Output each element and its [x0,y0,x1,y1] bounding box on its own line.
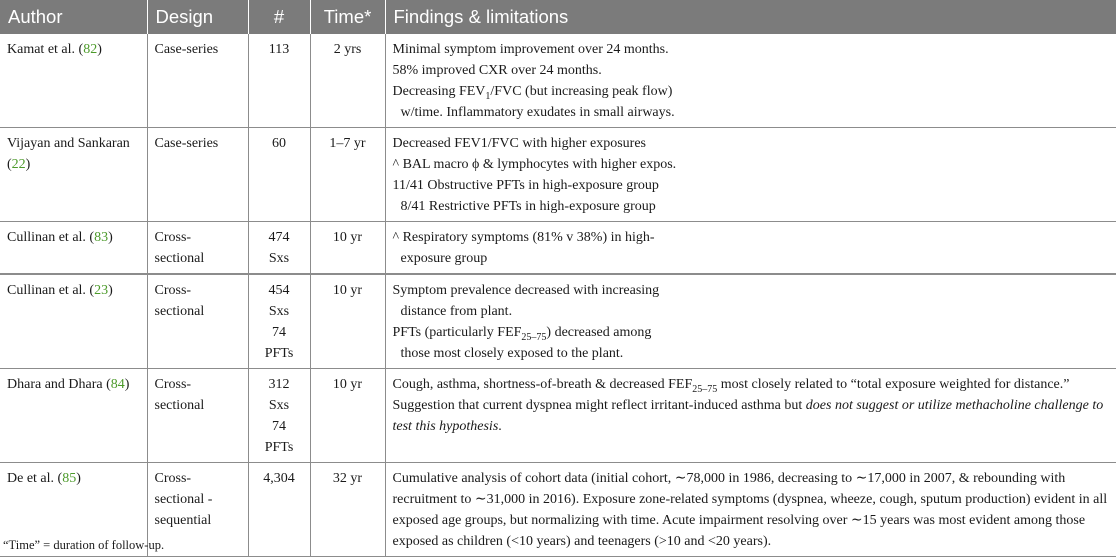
time-cell: 1–7 yr [310,128,385,222]
author-cell: Cullinan et al. (83) [0,222,147,275]
design-cell: Cross- sectional - sequential [147,463,248,557]
time-cell: 10 yr [310,369,385,463]
author-cell: Vijayan and Sankaran (22) [0,128,147,222]
findings-cell: Decreased FEV1/FVC with higher exposures ^ BAL macro ϕ & lymphocytes with higher expos. 11/41 Obstructive PFTs in high-exposure group 8/41 Restrictive PFTs in high-exposure group [385,128,1116,222]
table-row [0,128,1116,222]
reference-link[interactable]: 82 [83,42,98,57]
time-cell: 10 yr [310,274,385,369]
findings-cell: Minimal symptom improvement over 24 months. 58% improved CXR over 24 months. Decreasing $FEV_1$/FVC (but increasing peak flow) w/time. Inflammatory exudates in small airways. [385,34,1116,128]
table-row [0,222,1116,275]
author-cell: De et al. (85) [0,463,147,557]
number-cell: 454 Sxs 74 PFTs [248,274,310,369]
header-author: Author [0,0,147,34]
table-row [0,463,1116,557]
author-cell: Cullinan et al. (23) [0,274,147,369]
reference-link[interactable]: 83 [94,230,109,245]
number-cell: 4,304 [248,463,310,557]
header-findings: Findings & limitations [385,0,1116,34]
findings-cell: Cough, asthma, shortness-of-breath & decreased $FEF_{25-75}$ most closely related to “total exposure weighted for distance.” Suggestion that current dyspnea might reflect irritant-induced asthma but does not suggest or utilize methacholine challenge to test this hypothesis. [385,369,1116,463]
findings-cell: Symptom prevalence decreased with increasing distance from plant. PFTs (particularly $FEF_{25-75}$) decreased among those most closely exposed to the plant. [385,274,1116,369]
table-row [0,34,1116,128]
number-cell: 113 [248,34,310,128]
design-cell: Cross- sectional [147,274,248,369]
design-cell: Cross- sectional [147,369,248,463]
design-cell: Case-series [147,128,248,222]
design-cell: Case-series [147,34,248,128]
header-number: # [248,0,310,34]
header-time: Time* [310,0,385,34]
design-cell: Cross- sectional [147,222,248,275]
time-cell: 10 yr [310,222,385,275]
reference-link[interactable]: 22 [11,157,26,172]
number-cell: 312 Sxs 74 PFTs [248,369,310,463]
time-cell: 2 yrs [310,34,385,128]
reference-link[interactable]: 85 [62,471,77,486]
findings-cell: ^ Respiratory symptoms (81% v 38%) in high- exposure group [385,222,1116,275]
table-row [0,274,1116,369]
reference-link[interactable]: 23 [94,283,109,298]
header-design: Design [147,0,248,34]
number-cell: 474 Sxs [248,222,310,275]
table-footnote: “Time” = duration of follow-up. [3,538,165,552]
table-header-row [0,0,1116,34]
number-cell: 60 [248,128,310,222]
findings-cell: Cumulative analysis of cohort data (initial cohort, ∼78,000 in 1986, decreasing to ∼17,000 in 2007, & rebounding with recruitment to ∼31,000 in 2016). Exposure zone-related symptoms (dyspnea, wheeze, cough, sputum production) evident in all exposed age groups, but normalizing with time. Acute impairment resolving over ∼15 years was most evident among those exposed as children (<10 years) and teenagers (>10 and <20 years). [385,463,1116,557]
time-cell: 32 yr [310,463,385,557]
author-cell: Kamat et al. (82) [0,34,147,128]
reference-link[interactable]: 84 [110,377,125,392]
author-cell: Dhara and Dhara (84) [0,369,147,463]
table-row [0,369,1116,463]
